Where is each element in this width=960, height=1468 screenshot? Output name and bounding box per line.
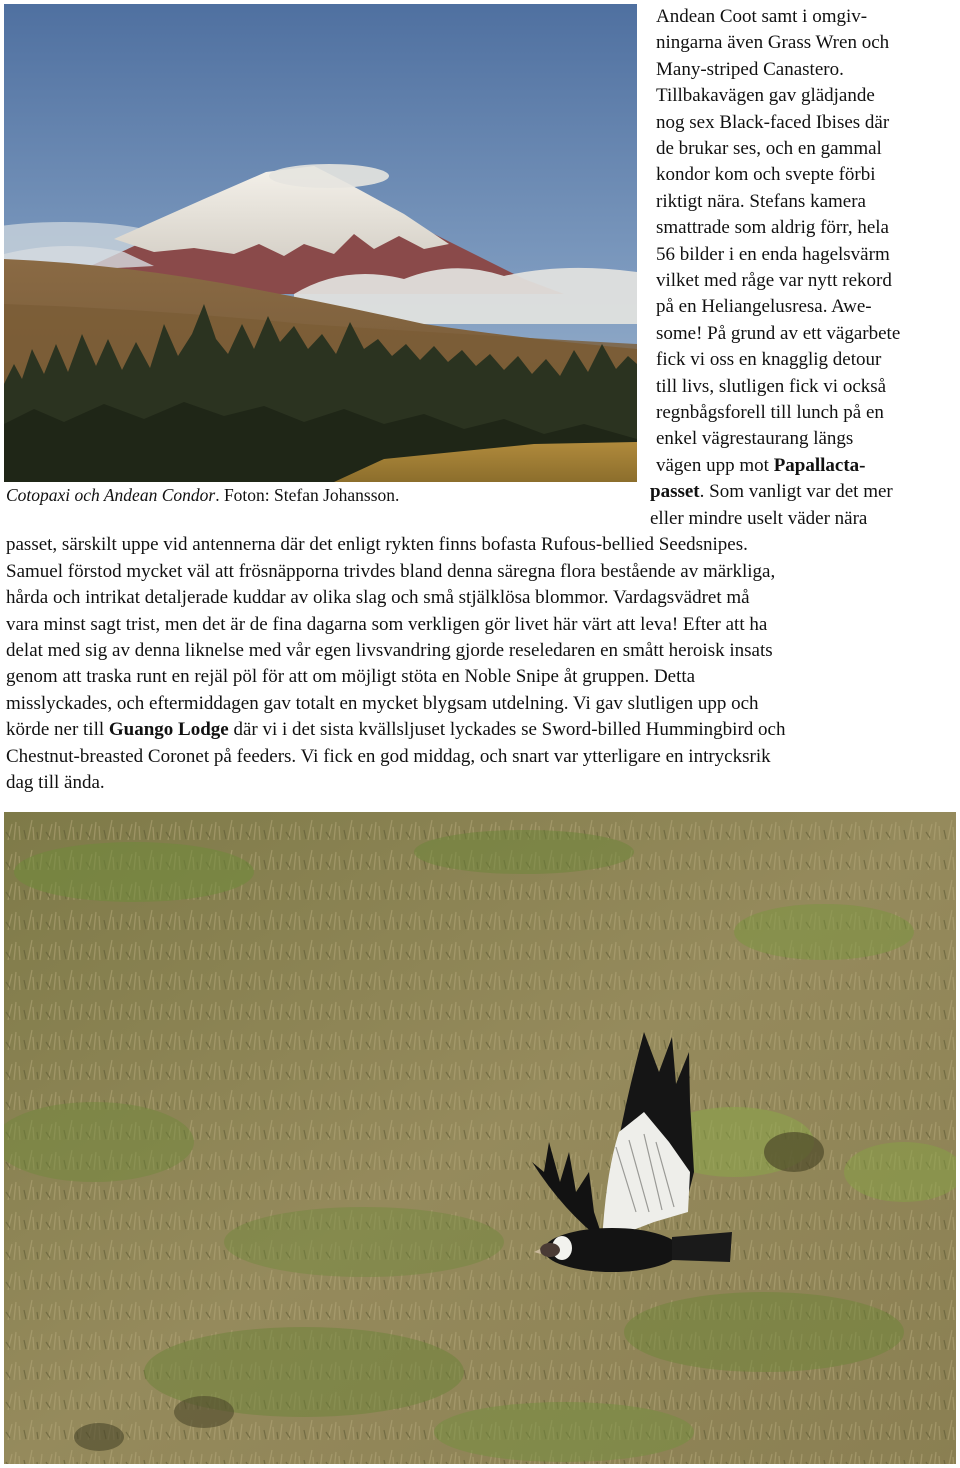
text-line: de brukar ses, och en gammal: [656, 138, 882, 159]
text-line: smattrade som aldrig förr, hela: [656, 217, 889, 238]
place-name-guango-lodge: Guango Lodge: [108, 719, 229, 740]
text-line: vara minst sagt trist, men det är de fina dagarna som verkligen gör livet här värt att leva! Efter att ha: [6, 614, 768, 635]
caption-credit: . Foton: Stefan Johansson.: [215, 485, 400, 505]
text-run: körde ner till: [6, 719, 109, 740]
text-line: passet, särskilt uppe vid antennerna där det enligt rykten finns bofasta Rufous-bellied Seedsnipes.: [6, 534, 748, 555]
photo-caption: [6, 483, 399, 507]
cotopaxi-photo: [4, 4, 637, 482]
caption-italic: Cotopaxi och Andean Condor: [6, 485, 216, 505]
text-line: misslyckades, och eftermiddagen gav totalt en mycket blygsam utdelning. Vi gav slutligen upp och: [6, 693, 759, 714]
text-line: vilket med råge var nytt rekord: [656, 270, 892, 291]
text-line: Many-striped Canastero.: [656, 59, 844, 80]
text-line: [656, 453, 866, 479]
text-line: hårda och intrikat detaljerade kuddar av olika slag och små stjälklösa blommor. Vardagsvädret må: [6, 587, 750, 608]
text-line: på en Heliangelusresa. Awe-: [656, 296, 872, 317]
text-line: nog sex Black-faced Ibises där: [656, 112, 890, 133]
text-line: regnbågsforell till lunch på en: [656, 402, 884, 423]
text-line: riktigt nära. Stefans kamera: [656, 191, 866, 212]
text-run: där vi i det sista kvällsljuset lyckades se Sword-billed Hummingbird och: [228, 719, 786, 740]
text-line: enkel vägrestaurang längs: [656, 428, 854, 449]
text-line: eller mindre uselt väder nära: [650, 508, 868, 529]
text-line: Andean Coot samt i omgiv-: [656, 6, 868, 27]
text-line: some! På grund av ett vägarbete: [656, 323, 901, 344]
text-run: . Som vanligt var det mer: [699, 481, 893, 502]
text-line: 56 bilder i en enda hagelsvärm: [656, 244, 890, 265]
text-line: Samuel förstod mycket väl att frösnäpporna trivdes bland denna säregna flora bestående av märkliga,: [6, 561, 776, 582]
text-line: Tillbakavägen gav glädjande: [656, 85, 875, 106]
text-line: delat med sig av denna liknelse med vår egen livsvandring gjorde reseledaren en smått heroisk insats: [6, 640, 773, 661]
text-line: [6, 717, 785, 743]
text-line: kondor kom och svepte förbi: [656, 164, 876, 185]
place-name-passet: passet: [650, 481, 700, 502]
text-line: Chestnut-breasted Coronet på feeders. Vi fick en god middag, och snart var ytterligare en intrycksrik: [6, 746, 771, 767]
text-line: [650, 479, 893, 505]
text-line: genom att traska runt en rejäl pöl för att om möjligt stöta en Noble Snipe åt gruppen. Detta: [6, 666, 696, 687]
text-run: vägen upp mot: [656, 455, 774, 476]
condor-photo: [4, 812, 956, 1464]
text-line: fick vi oss en knagglig detour: [656, 349, 882, 370]
text-line: ningarna även Grass Wren och: [656, 32, 890, 53]
text-line: dag till ända.: [6, 772, 105, 793]
place-name-papallacta: Papallacta-: [773, 455, 866, 476]
text-line: till livs, slutligen fick vi också: [656, 376, 887, 397]
